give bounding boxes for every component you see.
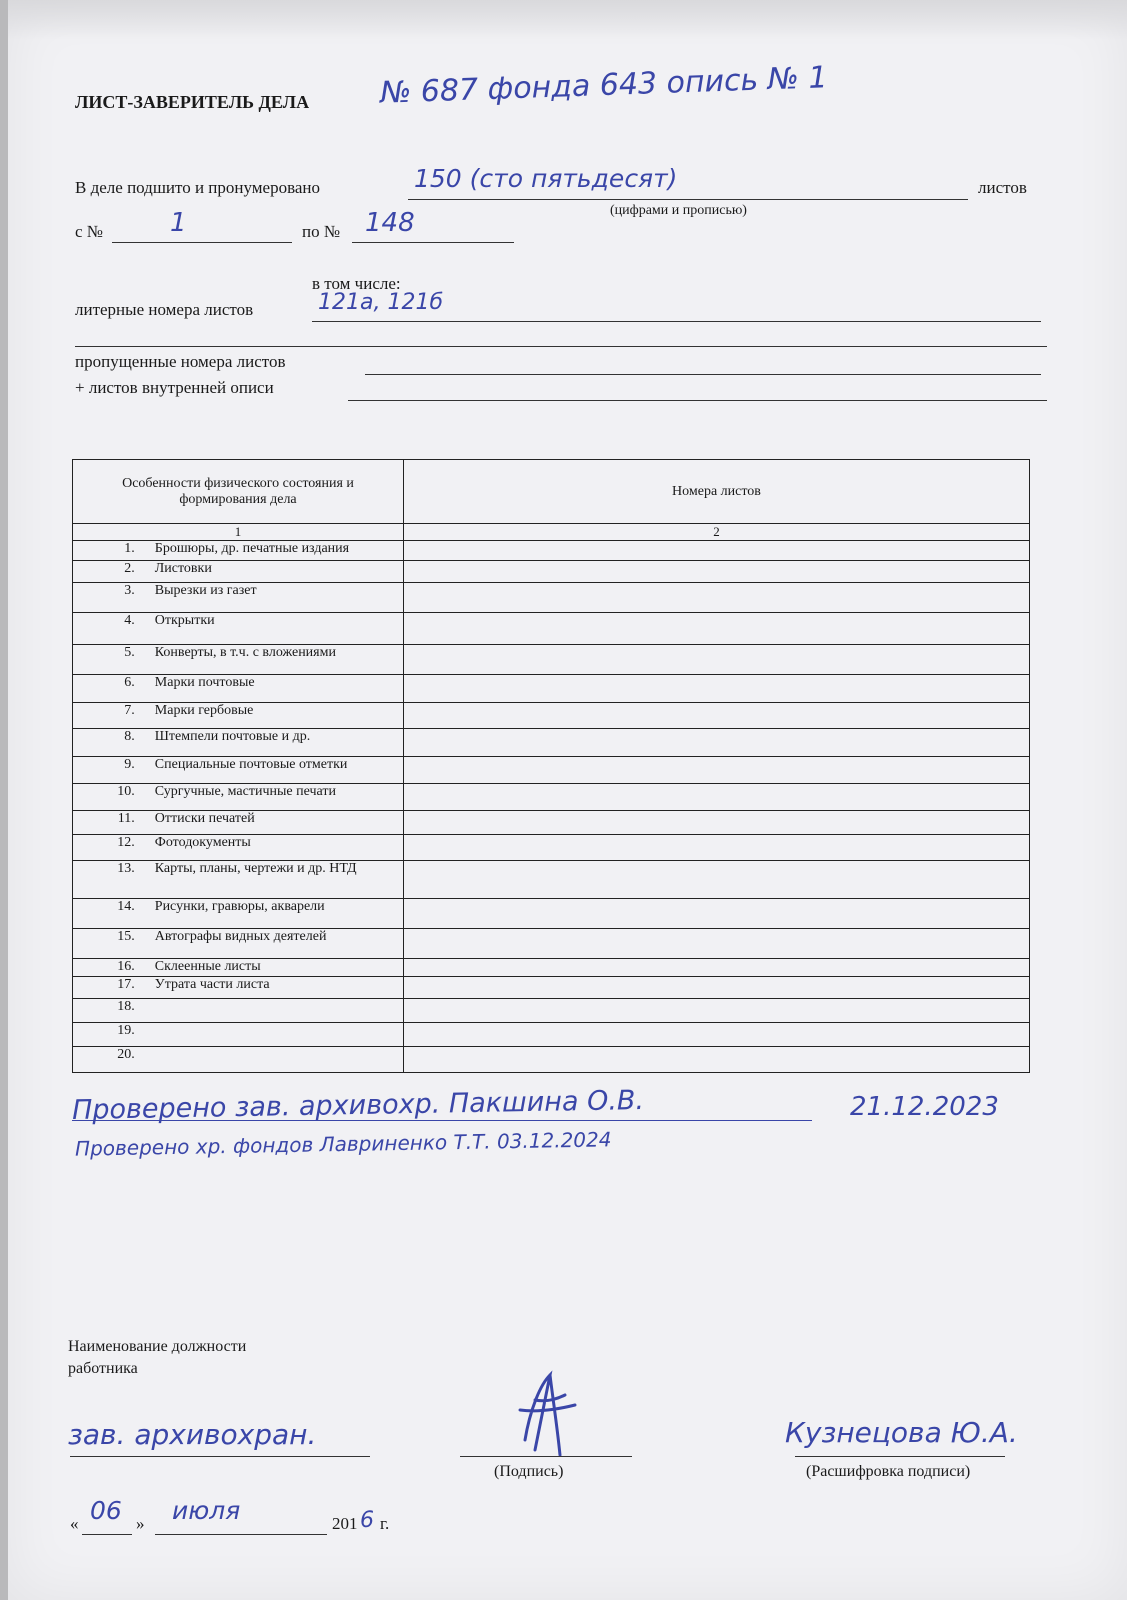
date-month-underline xyxy=(155,1534,327,1535)
row-feature-name: Листовки xyxy=(149,561,404,583)
count-suffix: листов xyxy=(978,178,1027,197)
row-number: 19. xyxy=(73,1023,149,1047)
row-feature-name: Открытки xyxy=(149,613,404,645)
row-feature-name: Специальные почтовые отметки xyxy=(149,757,404,784)
row-number: 5. xyxy=(73,645,149,675)
col1-number: 1 xyxy=(73,524,404,541)
handwritten-position: зав. архивохран. xyxy=(68,1418,317,1451)
table-row xyxy=(73,645,1030,675)
row-feature-name: Марки гербовые xyxy=(149,703,404,729)
row-feature-name: Склеенные листы xyxy=(149,959,404,977)
table-row xyxy=(73,999,1030,1023)
position-label: Наименование должности xyxy=(68,1338,247,1355)
row-number: 20. xyxy=(73,1047,149,1073)
row-number: 4. xyxy=(73,613,149,645)
count-underline xyxy=(408,199,968,200)
row-sheet-numbers xyxy=(403,613,1029,645)
row-number: 16. xyxy=(73,959,149,977)
row-feature-name xyxy=(149,999,404,1023)
row-feature-name: Фотодокументы xyxy=(149,835,404,861)
row-number: 9. xyxy=(73,757,149,784)
from-label: с № xyxy=(75,222,104,241)
handwritten-sheet-count: 150 (сто пятьдесят) xyxy=(414,164,678,193)
row-feature-name: Автографы видных деятелей xyxy=(149,929,404,959)
row-number: 18. xyxy=(73,999,149,1023)
table-row xyxy=(73,977,1030,999)
row-number: 12. xyxy=(73,835,149,861)
row-sheet-numbers xyxy=(403,899,1029,929)
date-open-quote: « xyxy=(70,1514,79,1533)
row-sheet-numbers xyxy=(403,1023,1029,1047)
row-sheet-numbers xyxy=(403,645,1029,675)
row-sheet-numbers xyxy=(403,999,1029,1023)
handwritten-to-value: 148 xyxy=(365,208,415,238)
missing-sheets-label: пропущенные номера листов xyxy=(75,352,286,371)
table-row xyxy=(73,929,1030,959)
row-feature-name: Карты, планы, чертежи и др. НТД xyxy=(149,861,404,899)
row-sheet-numbers xyxy=(403,729,1029,757)
internal-inventory-underline xyxy=(348,400,1047,401)
from-underline xyxy=(112,242,292,243)
table-row xyxy=(73,729,1030,757)
col1-header: Особенности физического состояния и формирования дела xyxy=(73,460,404,524)
handwritten-date-month: июля xyxy=(172,1496,241,1525)
scan-shadow xyxy=(8,0,1127,40)
row-sheet-numbers xyxy=(403,784,1029,811)
table-row xyxy=(73,583,1030,613)
row-feature-name: Конверты, в т.ч. с вложениями xyxy=(149,645,404,675)
row-sheet-numbers xyxy=(403,861,1029,899)
date-close-quote: » xyxy=(136,1514,145,1533)
including-label: в том числе: xyxy=(312,274,401,293)
check-line-1-underline xyxy=(72,1120,812,1121)
missing-sheets-underline xyxy=(365,374,1041,375)
col2-number: 2 xyxy=(403,524,1029,541)
year-prefix: 201 xyxy=(332,1514,358,1533)
position-underline xyxy=(70,1456,370,1457)
signature-mark xyxy=(505,1370,585,1460)
internal-inventory-label: + листов внутренней описи xyxy=(75,378,274,397)
row-feature-name: Брошюры, др. печатные издания xyxy=(149,541,404,561)
row-number: 13. xyxy=(73,861,149,899)
row-number: 7. xyxy=(73,703,149,729)
row-feature-name: Штемпели почтовые и др. xyxy=(149,729,404,757)
row-feature-name: Оттиски печатей xyxy=(149,811,404,835)
row-feature-name: Вырезки из газет xyxy=(149,583,404,613)
letter-sheets-underline xyxy=(312,321,1041,322)
year-end: г. xyxy=(380,1514,390,1533)
document-title: ЛИСТ-ЗАВЕРИТЕЛЬ ДЕЛА xyxy=(75,92,310,112)
decode-caption: (Расшифровка подписи) xyxy=(806,1463,971,1480)
table-row xyxy=(73,541,1030,561)
row-feature-name xyxy=(149,1047,404,1073)
count-prefix: В деле подшито и пронумеровано xyxy=(75,178,321,197)
col2-header: Номера листов xyxy=(403,460,1029,524)
decode-underline xyxy=(795,1456,1005,1457)
handwritten-date-day: 06 xyxy=(90,1496,122,1525)
to-label: по № xyxy=(302,222,341,241)
row-sheet-numbers xyxy=(403,1047,1029,1073)
table-row xyxy=(73,1047,1030,1073)
table-row xyxy=(73,1023,1030,1047)
row-number: 8. xyxy=(73,729,149,757)
check-line-2: Проверено хр. фондов Лавриненко Т.Т. 03.12.2024 xyxy=(74,1127,612,1161)
table-row xyxy=(73,703,1030,729)
table-row xyxy=(73,835,1030,861)
check-line-1-date: 21.12.2023 xyxy=(850,1092,999,1122)
row-sheet-numbers xyxy=(403,757,1029,784)
handwritten-letter-sheets: 121а, 121б xyxy=(318,290,444,315)
table-row xyxy=(73,613,1030,645)
position-label-2: работника xyxy=(68,1360,138,1377)
check-line-1: Проверено зав. архивохр. Пакшина О.В. xyxy=(71,1085,645,1126)
signature-caption: (Подпись) xyxy=(494,1463,564,1480)
row-number: 1. xyxy=(73,541,149,561)
table-row xyxy=(73,675,1030,703)
row-feature-name: Утрата части листа xyxy=(149,977,404,999)
row-sheet-numbers xyxy=(403,675,1029,703)
table-row xyxy=(73,757,1030,784)
table-row xyxy=(73,561,1030,583)
row-feature-name xyxy=(149,1023,404,1047)
to-underline xyxy=(352,242,514,243)
row-sheet-numbers xyxy=(403,835,1029,861)
handwritten-case-number: № 687 фонда 643 опись № 1 xyxy=(379,60,829,111)
row-sheet-numbers xyxy=(403,703,1029,729)
table-row xyxy=(73,861,1030,899)
table-row xyxy=(73,811,1030,835)
row-sheet-numbers xyxy=(403,929,1029,959)
physical-state-table xyxy=(72,459,1030,1073)
row-sheet-numbers xyxy=(403,541,1029,561)
handwritten-from-value: 1 xyxy=(170,208,187,238)
row-number: 2. xyxy=(73,561,149,583)
row-feature-name: Сургучные, мастичные печати xyxy=(149,784,404,811)
row-number: 11. xyxy=(73,811,149,835)
table-row xyxy=(73,959,1030,977)
row-feature-name: Рисунки, гравюры, акварели xyxy=(149,899,404,929)
extra-underline xyxy=(75,346,1047,347)
row-sheet-numbers xyxy=(403,561,1029,583)
date-day-underline xyxy=(82,1534,132,1535)
row-number: 6. xyxy=(73,675,149,703)
signature-underline xyxy=(460,1456,632,1457)
row-sheet-numbers xyxy=(403,977,1029,999)
row-sheet-numbers xyxy=(403,811,1029,835)
row-feature-name: Марки почтовые xyxy=(149,675,404,703)
table-row xyxy=(73,899,1030,929)
letter-sheets-label: литерные номера листов xyxy=(75,300,254,319)
table-row xyxy=(73,784,1030,811)
row-sheet-numbers xyxy=(403,583,1029,613)
row-number: 3. xyxy=(73,583,149,613)
count-caption: (цифрами и прописью) xyxy=(610,203,747,218)
handwritten-year-digit: 6 xyxy=(360,1508,374,1533)
row-number: 14. xyxy=(73,899,149,929)
row-number: 10. xyxy=(73,784,149,811)
handwritten-decode: Кузнецова Ю.А. xyxy=(785,1416,1018,1449)
row-number: 17. xyxy=(73,977,149,999)
row-sheet-numbers xyxy=(403,959,1029,977)
row-number: 15. xyxy=(73,929,149,959)
